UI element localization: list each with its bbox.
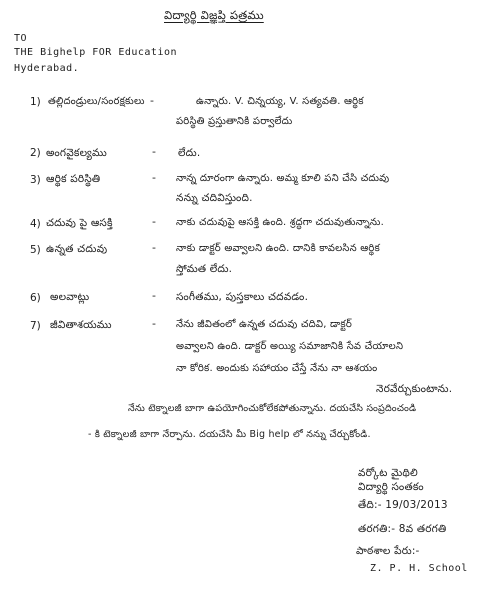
item-value-line: పరిస్థితి ప్రస్తుతానికి పర్వాలేదు xyxy=(176,116,293,127)
item-label: అంగవైకల్యము xyxy=(46,147,107,159)
signature-name: వర్కోట మైథిలి xyxy=(358,467,418,479)
item-value-line: సంగీతము, పుస్తకాలు చదవడం. xyxy=(176,291,309,303)
item-value-line: లేదు. xyxy=(178,147,201,159)
signature-caption: విద్యార్థి సంతకం xyxy=(358,481,424,493)
item-number: 1) xyxy=(30,96,41,108)
item-label: చదువు పై ఆసక్తి xyxy=(46,217,113,229)
item-label: ఆర్థిక పరిస్థితి xyxy=(46,173,101,185)
item-label: ఉన్నత చదువు xyxy=(46,243,108,255)
item-number: 4) xyxy=(30,218,41,230)
item-number: 3) xyxy=(30,174,41,186)
item-number: 5) xyxy=(30,244,41,256)
item-value-line: స్తోమత లేదు. xyxy=(176,263,233,275)
item-dash: - xyxy=(152,289,156,302)
item-dash: - xyxy=(150,94,154,107)
item-number: 2) xyxy=(30,147,41,159)
item-number: 7) xyxy=(30,320,41,332)
item-dash: - xyxy=(152,171,156,184)
to-line: TO xyxy=(14,33,28,44)
item-dash: - xyxy=(152,215,156,228)
item-dash: - xyxy=(152,241,156,254)
closing-line: నేను టెక్నాలజీ బాగా ఉపయోగించుకోలేకపోతున్నాను. దయచేసి సంప్రదించండి xyxy=(128,403,417,414)
item-label: జీవితాశయము xyxy=(50,319,112,331)
date-line: తేది:- 19/03/2013 xyxy=(358,499,448,511)
item-value-line: నాకు డాక్టర్ అవ్వాలని ఉంది. దానికి కావలసిన ఆర్థిక xyxy=(176,243,380,254)
item-number: 6) xyxy=(30,292,41,304)
recipient-line-2: Hyderabad. xyxy=(14,63,80,74)
item-value-line: నేను జీవితంలో ఉన్నత చదువు చదివి, డాక్టర్ xyxy=(176,319,352,330)
item-value-line: అవ్వాలని ఉంది. డాక్టర్ అయ్యి సమాజానికి సేవ చేయాలని xyxy=(176,341,404,352)
letter-title: విద్యార్థి విజ్ఞప్తి పత్రము xyxy=(164,8,264,22)
item-label: అలవాట్లు xyxy=(50,291,90,303)
item-label: తల్లిదండ్రులు/సంరక్షకులు xyxy=(48,96,145,107)
item-dash: - xyxy=(152,145,156,158)
item-value-line: నా కోరిక. అందుకు సహాయం చేస్తే నేను నా ఆశయం xyxy=(176,363,378,374)
item-value-line: నాకు చదువుపై ఆసక్తి ఉంది. శ్రద్ధగా చదువుతున్నాను. xyxy=(176,217,384,228)
closing-line: - కి టెక్నాలజీ బాగా నేర్పాను. దయచేసి మీ Big help లో నన్ను చేర్చుకోండి. xyxy=(88,429,371,440)
item-value-line: నాన్న దూరంగా ఉన్నారు. అమ్మ కూలి పని చేసి చదువు xyxy=(176,173,390,184)
item-value-line: నన్ను చదివిస్తుంది. xyxy=(176,192,253,204)
class-line: తరగతి:- 8వ తరగతి xyxy=(358,523,447,535)
school-name: Z. P. H. School xyxy=(370,563,468,574)
item-value-line: ఉన్నారు. V. చిన్నయ్య, V. సత్యవతి. ఆర్థిక xyxy=(196,96,364,107)
item-value-line: నెరవేర్చుకుంటాను. xyxy=(376,383,453,395)
recipient-line-1: THE Bighelp FOR Education xyxy=(14,47,178,58)
school-label: పాఠశాల పేరు:- xyxy=(356,545,420,557)
item-dash: - xyxy=(152,317,156,330)
